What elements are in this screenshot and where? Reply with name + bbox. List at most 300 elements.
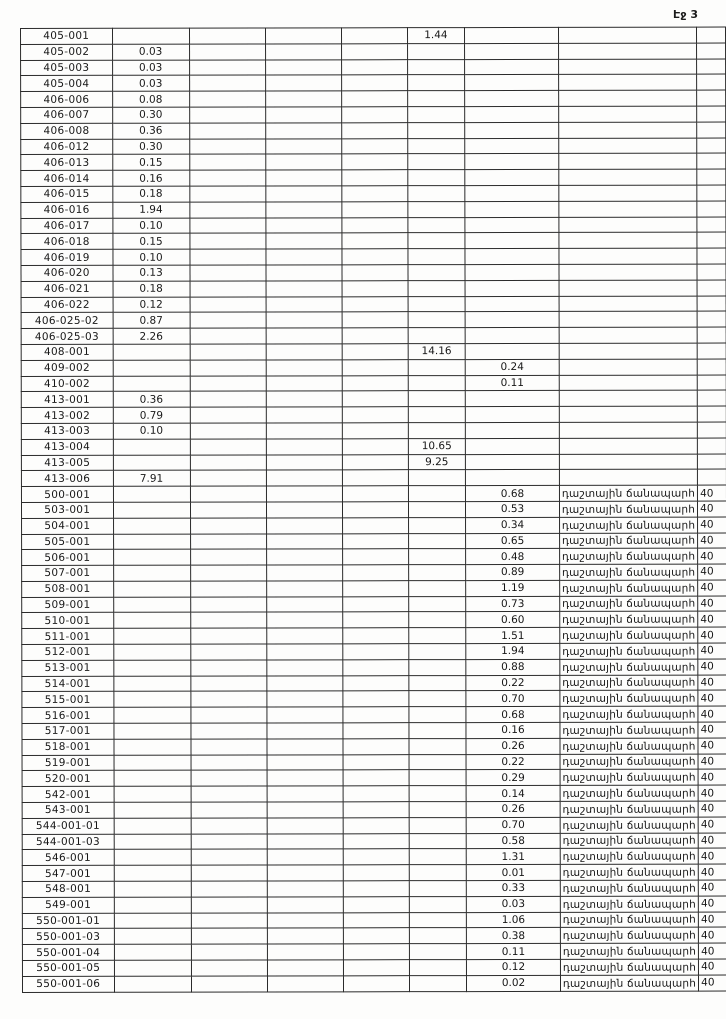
- row-id-cell: 506-001: [22, 550, 114, 566]
- empty-cell: [558, 27, 696, 43]
- empty-cell: [267, 565, 343, 581]
- empty-cell: [113, 455, 190, 471]
- table-row: [22, 722, 726, 739]
- empty-cell: [113, 644, 190, 660]
- row-id-cell: 519-001: [22, 755, 114, 771]
- edge-fragment: 40: [699, 927, 726, 943]
- value-cell: 0.30: [112, 107, 189, 123]
- value-cell: 2.26: [113, 328, 190, 344]
- empty-cell: [191, 707, 268, 723]
- value-cell: 0.53: [466, 501, 560, 517]
- note-cell: դաշտային ճանապարհ: [559, 533, 697, 549]
- empty-cell: [189, 202, 266, 218]
- edge-fragment: 40: [698, 817, 726, 833]
- empty-cell: [266, 407, 342, 423]
- empty-cell: [191, 865, 268, 881]
- empty-cell: [189, 139, 266, 155]
- empty-cell: [266, 202, 342, 218]
- empty-cell: [190, 407, 267, 423]
- edge-fragment: [697, 59, 726, 75]
- empty-cell: [267, 660, 343, 676]
- value-cell: 0.58: [466, 833, 560, 849]
- value-cell: 0.88: [466, 659, 560, 675]
- edge-fragment: [697, 169, 726, 185]
- row-id-cell: 413-001: [21, 392, 113, 408]
- empty-cell: [343, 644, 409, 660]
- empty-cell: [114, 913, 191, 929]
- empty-cell: [190, 628, 267, 644]
- empty-cell: [267, 881, 343, 897]
- value-cell: 1.06: [467, 912, 561, 928]
- empty-cell: [267, 786, 343, 802]
- value-cell: 0.02: [467, 975, 561, 991]
- note-cell: դաշտային ճանապարհ: [560, 785, 698, 801]
- edge-fragment: [697, 217, 726, 233]
- edge-fragment: 40: [699, 943, 726, 959]
- table-row: [21, 264, 726, 281]
- empty-cell: [189, 218, 266, 234]
- empty-cell: [559, 327, 697, 343]
- empty-cell: [342, 533, 408, 549]
- value-cell: 0.13: [113, 265, 190, 281]
- empty-cell: [190, 676, 267, 692]
- edge-fragment: [697, 201, 726, 217]
- row-id-cell: 413-005: [21, 455, 113, 471]
- row-id-cell: 406-017: [21, 218, 113, 234]
- empty-cell: [266, 249, 342, 265]
- empty-cell: [342, 549, 408, 565]
- value-cell: 0.10: [113, 423, 190, 439]
- empty-cell: [113, 707, 190, 723]
- empty-cell: [190, 360, 267, 376]
- empty-cell: [267, 644, 343, 660]
- table-row: [22, 927, 726, 944]
- row-id-cell: 516-001: [22, 708, 114, 724]
- row-id-cell: 406-015: [21, 186, 113, 202]
- empty-cell: [559, 169, 697, 185]
- empty-cell: [267, 754, 343, 770]
- empty-cell: [267, 533, 343, 549]
- edge-fragment: [697, 90, 726, 106]
- value-cell: 1.19: [466, 580, 560, 596]
- empty-cell: [191, 802, 268, 818]
- empty-cell: [191, 960, 268, 976]
- note-cell: դաշտային ճանապարհ: [560, 801, 698, 817]
- empty-cell: [343, 612, 409, 628]
- empty-cell: [343, 786, 409, 802]
- table-row: [22, 817, 726, 834]
- value-cell: 0.79: [113, 407, 190, 423]
- value-cell: 0.70: [466, 691, 560, 707]
- value-cell: 0.68: [466, 707, 560, 723]
- empty-cell: [342, 170, 408, 186]
- empty-cell: [114, 944, 191, 960]
- table-row: [21, 232, 726, 249]
- row-id-cell: 547-001: [22, 866, 114, 882]
- empty-cell: [190, 581, 267, 597]
- empty-cell: [189, 170, 266, 186]
- empty-cell: [465, 422, 559, 438]
- table-row: [22, 675, 726, 692]
- edge-fragment: 40: [698, 485, 726, 501]
- table-row: [21, 138, 726, 155]
- empty-cell: [408, 580, 466, 596]
- row-id-cell: 503-001: [21, 502, 113, 518]
- table-row: [21, 375, 726, 392]
- row-id-cell: 517-001: [22, 723, 114, 739]
- edge-fragment: [697, 43, 726, 59]
- edge-fragment: 40: [698, 738, 726, 754]
- empty-cell: [114, 834, 191, 850]
- note-cell: դաշտային ճանապարհ: [560, 596, 698, 612]
- row-id-cell: 413-002: [21, 407, 113, 423]
- edge-fragment: [697, 264, 726, 280]
- row-id-cell: 543-001: [22, 802, 114, 818]
- empty-cell: [343, 802, 409, 818]
- empty-cell: [266, 296, 342, 312]
- empty-cell: [191, 881, 268, 897]
- value-cell: 0.12: [113, 297, 190, 313]
- empty-cell: [341, 75, 407, 91]
- table-row: [21, 359, 726, 376]
- edge-fragment: [697, 106, 726, 122]
- empty-cell: [559, 438, 697, 454]
- value-cell: 0.36: [112, 123, 189, 139]
- table-row: [22, 769, 726, 786]
- empty-cell: [191, 723, 268, 739]
- row-id-cell: 406-018: [21, 234, 113, 250]
- note-cell: դաշտային ճանապարհ: [559, 485, 697, 501]
- table-row: [22, 785, 726, 802]
- empty-cell: [343, 960, 409, 976]
- table-row: [22, 533, 726, 550]
- empty-cell: [267, 723, 343, 739]
- row-id-cell: 550-001-04: [22, 945, 114, 961]
- empty-cell: [190, 281, 267, 297]
- table-row: [21, 501, 726, 518]
- empty-cell: [190, 344, 267, 360]
- row-id-cell: 406-025-03: [21, 328, 113, 344]
- note-cell: դաշտային ճանապարհ: [560, 959, 698, 975]
- empty-cell: [267, 470, 343, 486]
- empty-cell: [114, 755, 191, 771]
- value-cell: 0.15: [112, 155, 189, 171]
- edge-fragment: [697, 248, 726, 264]
- note-cell: դաշտային ճանապարհ: [559, 564, 697, 580]
- empty-cell: [408, 675, 466, 691]
- empty-cell: [343, 849, 409, 865]
- empty-cell: [465, 201, 559, 217]
- empty-cell: [190, 533, 267, 549]
- value-cell: 0.16: [112, 170, 189, 186]
- empty-cell: [342, 186, 408, 202]
- empty-cell: [342, 486, 408, 502]
- empty-cell: [190, 502, 267, 518]
- note-cell: դաշտային ճանապարհ: [560, 975, 698, 991]
- empty-cell: [268, 944, 344, 960]
- table-row: [21, 390, 726, 407]
- value-cell: 0.26: [466, 738, 560, 754]
- edge-fragment: [697, 327, 726, 343]
- empty-cell: [114, 976, 191, 992]
- table-row: [21, 43, 726, 60]
- edge-fragment: [697, 311, 726, 327]
- empty-cell: [559, 90, 697, 106]
- empty-cell: [559, 201, 697, 217]
- value-cell: 10.65: [408, 438, 466, 454]
- empty-cell: [112, 28, 189, 44]
- empty-cell: [266, 123, 342, 139]
- edge-fragment: [697, 185, 726, 201]
- value-cell: 0.01: [466, 865, 560, 881]
- empty-cell: [341, 43, 407, 59]
- table-row: [21, 343, 726, 360]
- table-row: [22, 959, 726, 976]
- empty-cell: [559, 153, 697, 169]
- empty-cell: [409, 896, 467, 912]
- empty-cell: [559, 138, 697, 154]
- empty-cell: [343, 660, 409, 676]
- edge-fragment: 40: [698, 848, 726, 864]
- table-row: [22, 517, 726, 534]
- empty-cell: [343, 739, 409, 755]
- empty-cell: [343, 691, 409, 707]
- value-cell: 0.34: [466, 517, 560, 533]
- empty-cell: [191, 770, 268, 786]
- value-cell: 0.10: [112, 218, 189, 234]
- empty-cell: [408, 659, 466, 675]
- edge-fragment: 40: [699, 975, 726, 991]
- row-id-cell: 405-003: [21, 60, 113, 76]
- empty-cell: [341, 91, 407, 107]
- empty-cell: [266, 360, 342, 376]
- empty-cell: [189, 154, 266, 170]
- empty-cell: [267, 486, 343, 502]
- empty-cell: [113, 439, 190, 455]
- empty-cell: [267, 818, 343, 834]
- empty-cell: [408, 265, 466, 281]
- empty-cell: [409, 849, 467, 865]
- row-id-cell: 405-001: [21, 28, 113, 44]
- table-row: [21, 438, 726, 455]
- table-row: [22, 801, 726, 818]
- edge-fragment: [697, 343, 726, 359]
- empty-cell: [559, 185, 697, 201]
- table-row: [22, 548, 726, 565]
- edge-fragment: [697, 296, 726, 312]
- empty-cell: [341, 28, 407, 44]
- note-cell: դաշտային ճանապարհ: [560, 706, 698, 722]
- table-row: [21, 485, 726, 502]
- empty-cell: [267, 597, 343, 613]
- table-row: [21, 74, 726, 91]
- empty-cell: [559, 422, 697, 438]
- row-id-cell: 406-006: [21, 91, 113, 107]
- empty-cell: [407, 170, 465, 186]
- row-id-cell: 520-001: [22, 771, 114, 787]
- empty-cell: [408, 296, 466, 312]
- empty-cell: [191, 913, 268, 929]
- value-cell: 0.70: [466, 817, 560, 833]
- empty-cell: [113, 597, 190, 613]
- note-cell: դաշտային ճանապարհ: [560, 912, 698, 928]
- empty-cell: [408, 280, 466, 296]
- edge-fragment: 40: [698, 706, 726, 722]
- note-cell: դաշտային ճանապարհ: [560, 833, 698, 849]
- empty-cell: [266, 281, 342, 297]
- empty-cell: [407, 43, 465, 59]
- row-id-cell: 513-001: [22, 660, 114, 676]
- row-id-cell: 507-001: [22, 565, 114, 581]
- empty-cell: [409, 802, 467, 818]
- note-cell: դաշտային ճանապարհ: [560, 770, 698, 786]
- empty-cell: [113, 518, 190, 534]
- note-cell: դաշտային ճանապարհ: [560, 612, 698, 628]
- edge-fragment: 40: [698, 501, 726, 517]
- empty-cell: [407, 201, 465, 217]
- edge-fragment: [697, 406, 726, 422]
- empty-cell: [465, 185, 559, 201]
- empty-cell: [409, 770, 467, 786]
- empty-cell: [465, 391, 559, 407]
- empty-cell: [559, 375, 697, 391]
- empty-cell: [266, 186, 342, 202]
- row-id-cell: 509-001: [22, 597, 114, 613]
- empty-cell: [343, 928, 409, 944]
- empty-cell: [189, 44, 266, 60]
- empty-cell: [559, 122, 697, 138]
- value-cell: 0.11: [467, 944, 561, 960]
- empty-cell: [190, 391, 267, 407]
- empty-cell: [409, 912, 467, 928]
- edge-fragment: 40: [698, 533, 726, 549]
- empty-cell: [113, 549, 190, 565]
- table-row: [22, 580, 726, 597]
- note-cell: դաշտային ճանապարհ: [559, 517, 697, 533]
- empty-cell: [409, 786, 467, 802]
- empty-cell: [408, 565, 466, 581]
- empty-cell: [343, 723, 409, 739]
- edge-fragment: 40: [698, 769, 726, 785]
- note-cell: դաշտային ճանապարհ: [560, 880, 698, 896]
- empty-cell: [559, 280, 697, 296]
- empty-cell: [465, 406, 559, 422]
- empty-cell: [408, 549, 466, 565]
- empty-cell: [408, 407, 466, 423]
- row-id-cell: 406-008: [21, 123, 113, 139]
- empty-cell: [343, 897, 409, 913]
- table-row: [21, 454, 726, 471]
- empty-cell: [342, 581, 408, 597]
- empty-cell: [266, 344, 342, 360]
- empty-cell: [267, 581, 343, 597]
- empty-cell: [268, 912, 344, 928]
- empty-cell: [114, 771, 191, 787]
- empty-cell: [190, 612, 267, 628]
- value-cell: 0.22: [466, 754, 560, 770]
- table-row: [21, 469, 726, 486]
- table-row: [22, 754, 726, 771]
- empty-cell: [408, 612, 466, 628]
- empty-cell: [408, 596, 466, 612]
- edge-fragment: [697, 27, 726, 43]
- empty-cell: [343, 944, 409, 960]
- empty-cell: [267, 454, 343, 470]
- empty-cell: [190, 644, 267, 660]
- row-id-cell: 546-001: [22, 850, 114, 866]
- empty-cell: [342, 391, 408, 407]
- empty-cell: [190, 297, 267, 313]
- empty-cell: [559, 264, 697, 280]
- value-cell: 0.29: [466, 770, 560, 786]
- edge-fragment: 40: [698, 722, 726, 738]
- empty-cell: [342, 217, 408, 233]
- empty-cell: [189, 28, 266, 44]
- empty-cell: [267, 549, 343, 565]
- empty-cell: [408, 328, 466, 344]
- note-cell: դաշտային ճանապարհ: [560, 928, 698, 944]
- empty-cell: [113, 502, 190, 518]
- empty-cell: [342, 359, 408, 375]
- edge-fragment: 40: [698, 517, 726, 533]
- row-id-cell: 508-001: [22, 581, 114, 597]
- row-id-cell: 500-001: [21, 486, 113, 502]
- row-id-cell: 405-002: [21, 44, 113, 60]
- value-cell: 0.08: [112, 91, 189, 107]
- value-cell: 0.68: [466, 485, 560, 501]
- empty-cell: [266, 312, 342, 328]
- empty-cell: [407, 122, 465, 138]
- edge-fragment: 40: [698, 580, 726, 596]
- value-cell: 0.22: [466, 675, 560, 691]
- empty-cell: [559, 232, 697, 248]
- row-id-cell: 511-001: [22, 629, 114, 645]
- empty-cell: [559, 469, 697, 485]
- empty-cell: [267, 675, 343, 691]
- empty-cell: [465, 233, 559, 249]
- value-cell: 0.38: [467, 928, 561, 944]
- empty-cell: [409, 754, 467, 770]
- empty-cell: [190, 265, 267, 281]
- empty-cell: [342, 312, 408, 328]
- empty-cell: [408, 375, 466, 391]
- table-row: [21, 27, 726, 44]
- value-cell: 0.73: [466, 596, 560, 612]
- edge-fragment: 40: [698, 596, 726, 612]
- empty-cell: [114, 929, 191, 945]
- empty-cell: [191, 739, 268, 755]
- empty-cell: [266, 91, 342, 107]
- table-row: [21, 217, 726, 234]
- empty-cell: [559, 248, 697, 264]
- edge-fragment: 40: [698, 912, 726, 928]
- empty-cell: [266, 44, 342, 60]
- empty-cell: [466, 454, 560, 470]
- value-cell: 1.44: [407, 28, 465, 44]
- row-id-cell: 504-001: [22, 518, 114, 534]
- table-row: [21, 90, 726, 107]
- row-id-cell: 413-006: [21, 471, 113, 487]
- value-cell: 0.03: [112, 76, 189, 92]
- table-row: [22, 596, 726, 613]
- empty-cell: [189, 186, 266, 202]
- empty-cell: [268, 976, 344, 992]
- row-id-cell: 514-001: [22, 676, 114, 692]
- edge-fragment: [697, 122, 726, 138]
- empty-cell: [342, 407, 408, 423]
- row-id-cell: 512-001: [22, 644, 114, 660]
- row-id-cell: 406-025-02: [21, 313, 113, 329]
